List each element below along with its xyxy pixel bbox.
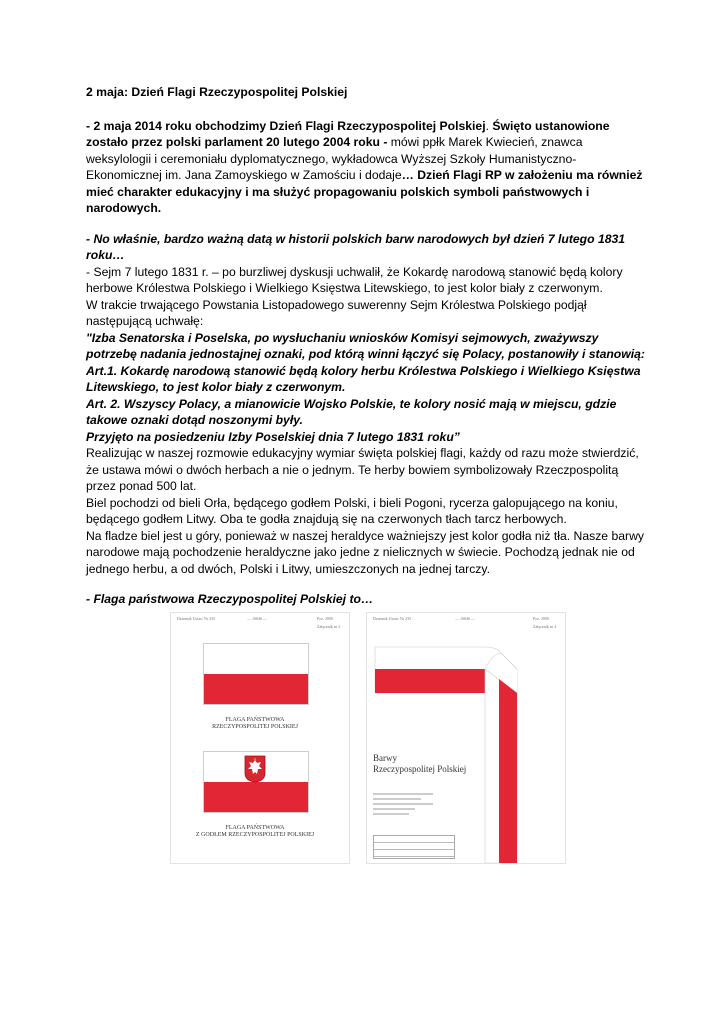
figure-right-sheet — [366, 612, 566, 864]
question-2: - Flaga państwowa Rzeczypospolitej Polskiej to… — [86, 592, 374, 606]
flag-plain — [203, 643, 309, 705]
intro-paragraph: - 2 maja 2014 roku obchodzimy Dzień Flagi Rzeczypospolitej Polskiej. Święto ustanowione zostało przez polski parlament 20 lutego 2004 roku - mówi ppłk Marek Kwiecień, znawca weksylologii i ceremoniału dyplomatycznego, wykładowca Wyższej Szkoły Humanistyczno-Ekonomicznej im. Jana Zamoyskiego w Zamościu i dodaje… Dzień Flagi RP w założeniu ma również mieć charakter edukacyjny i ma służyć propagowaniu polskich symboli państwowych i narodowych. — [86, 118, 643, 215]
flag-with-emblem — [203, 751, 309, 813]
right-caption — [373, 753, 473, 775]
vertical-banner-colors — [367, 623, 563, 863]
document-body — [86, 84, 646, 608]
right-caption-line1: Barwy — [373, 753, 397, 763]
right-attachment: Załącznik nr 4 — [533, 624, 557, 629]
quote-art1: Art.1. Kokardę narodową stanowić będą kolory herbu Królestwa Polskiego i Wielkiego Księstwa Litewskiego, to jest kolor biały z czerwonym. — [86, 363, 641, 394]
intro-bold-3: … Dzień Flagi RP w założeniu ma również mieć charakter edukacyjny i ma służyć propagowaniu polskich symboli państwowych i narodowych. — [86, 168, 643, 215]
para-biel: Biel pochodzi od bieli Orła, będącego godłem Polski, i bieli Pogoni, rycerza galopującego na koniu, będącego godłem Litwy. Oba te godła znajdują się na czerwonych tłach tarcz herbowych. — [86, 495, 618, 526]
left-caption-1-line2: RZECZYPOSPOLITEJ POLSKIEJ — [212, 724, 298, 730]
left-caption-1-line1: FLAGA PAŃSTWOWA — [225, 717, 285, 723]
right-header-right: Poz. 2000 — [533, 616, 549, 621]
left-caption-2-line1: FLAGA PAŃSTWOWA — [225, 825, 285, 831]
intro-bold-2: Święto ustanowione zostało przez polski parlament 20 lutego 2004 roku - — [86, 118, 610, 149]
right-header-mid: — 16046 — — [455, 616, 475, 621]
left-caption-1 — [191, 717, 319, 731]
para-fladze: Na fladze biel jest u góry, ponieważ w naszej heraldyce ważniejszy jest kolor godła niż tła. Nasze barwy narodowe mają pochodzenie heraldyczne jako jedne z nielicznych w świecie. Pochodzą jednak nie od jednego herbu, a od dwóch, Polski i Litwy, umieszczonych na jednej tarczy. — [86, 528, 644, 576]
intro-regular: mówi ppłk Marek Kwiecień, znawca weksylologii i ceremoniału dyplomatycznego, wykładowca Wyższej Szkoły Humanistyczno-Ekonomicznej im. Jana Zamoyskiego w Zamościu i dodaje — [86, 135, 583, 182]
left-header-mid: — 16046 — — [247, 616, 267, 621]
left-attachment: Załącznik nr 3 — [317, 624, 341, 629]
page-title: 2 maja: Dzień Flagi Rzeczypospolitej Polskiej — [86, 85, 348, 99]
para-realizujac: Realizując w naszej rozmowie edukacyjny wymiar święta polskiej flagi, każdy od razu może stwierdzić, że ustawa mówi o dwóch herbach a nie o jednym. Te herby bowiem symbolizowały Rzeczpospolitą przez ponad 500 lat. — [86, 446, 639, 493]
question-1: - No właśnie, bardzo ważną datą w historii polskich barw narodowych był dzień 7 lutego 1831 roku… — [86, 231, 626, 262]
quote-art2: Art. 2. Wszyscy Polacy, a mianowicie Wojsko Polskie, te kolory nosić mają w miejscu, gdzie takowe oznaki dotąd noszonymi były. — [86, 396, 617, 427]
white-eagle-emblem-icon — [244, 755, 266, 783]
para-sejm: - Sejm 7 lutego 1831 r. – po burzliwej dyskusji uchwalił, że Kokardę narodową stanowić będą kolory herbowe Królestwa Polskiego i Wielkiego Księstwa Litewskiego, to jest kolor biały z czerwonym. — [86, 264, 623, 295]
left-caption-2-line2: Z GODŁEM RZECZYPOSPOLITEJ POLSKIEJ — [195, 832, 315, 838]
left-header-right: Poz. 2000 — [317, 616, 333, 621]
right-header-left: Dziennik Ustaw Nr 235 — [373, 616, 412, 621]
right-caption-line2: Rzeczypospolitej Polskiej — [373, 764, 467, 774]
left-caption-2 — [185, 825, 325, 839]
color-specification-table — [373, 835, 455, 859]
left-header-left: Dziennik Ustaw Nr 235 — [177, 616, 216, 621]
flag-figures — [170, 612, 590, 877]
figure-left-sheet — [170, 612, 350, 864]
para-powstanie: W trakcie trwającego Powstania Listopadowego suwerenny Sejm Królestwa Polskiego podjął następującą uchwałę: — [86, 297, 587, 328]
intro-bold-1: - 2 maja 2014 roku obchodzimy Dzień Flagi Rzeczypospolitej Polskiej — [86, 118, 486, 133]
quote-1: "Izba Senatorska i Poselska, po wysłuchaniu wniosków Komisyi sejmowych, zważywszy potrzebę nadania jednostajnej oznaki, pod którą winni łączyć się Polacy, postanowiły i stanowią: — [86, 330, 645, 361]
specification-text — [373, 793, 433, 815]
quote-end: Przyjęto na posiedzeniu Izby Poselskiej dnia 7 lutego 1831 roku” — [86, 429, 460, 444]
